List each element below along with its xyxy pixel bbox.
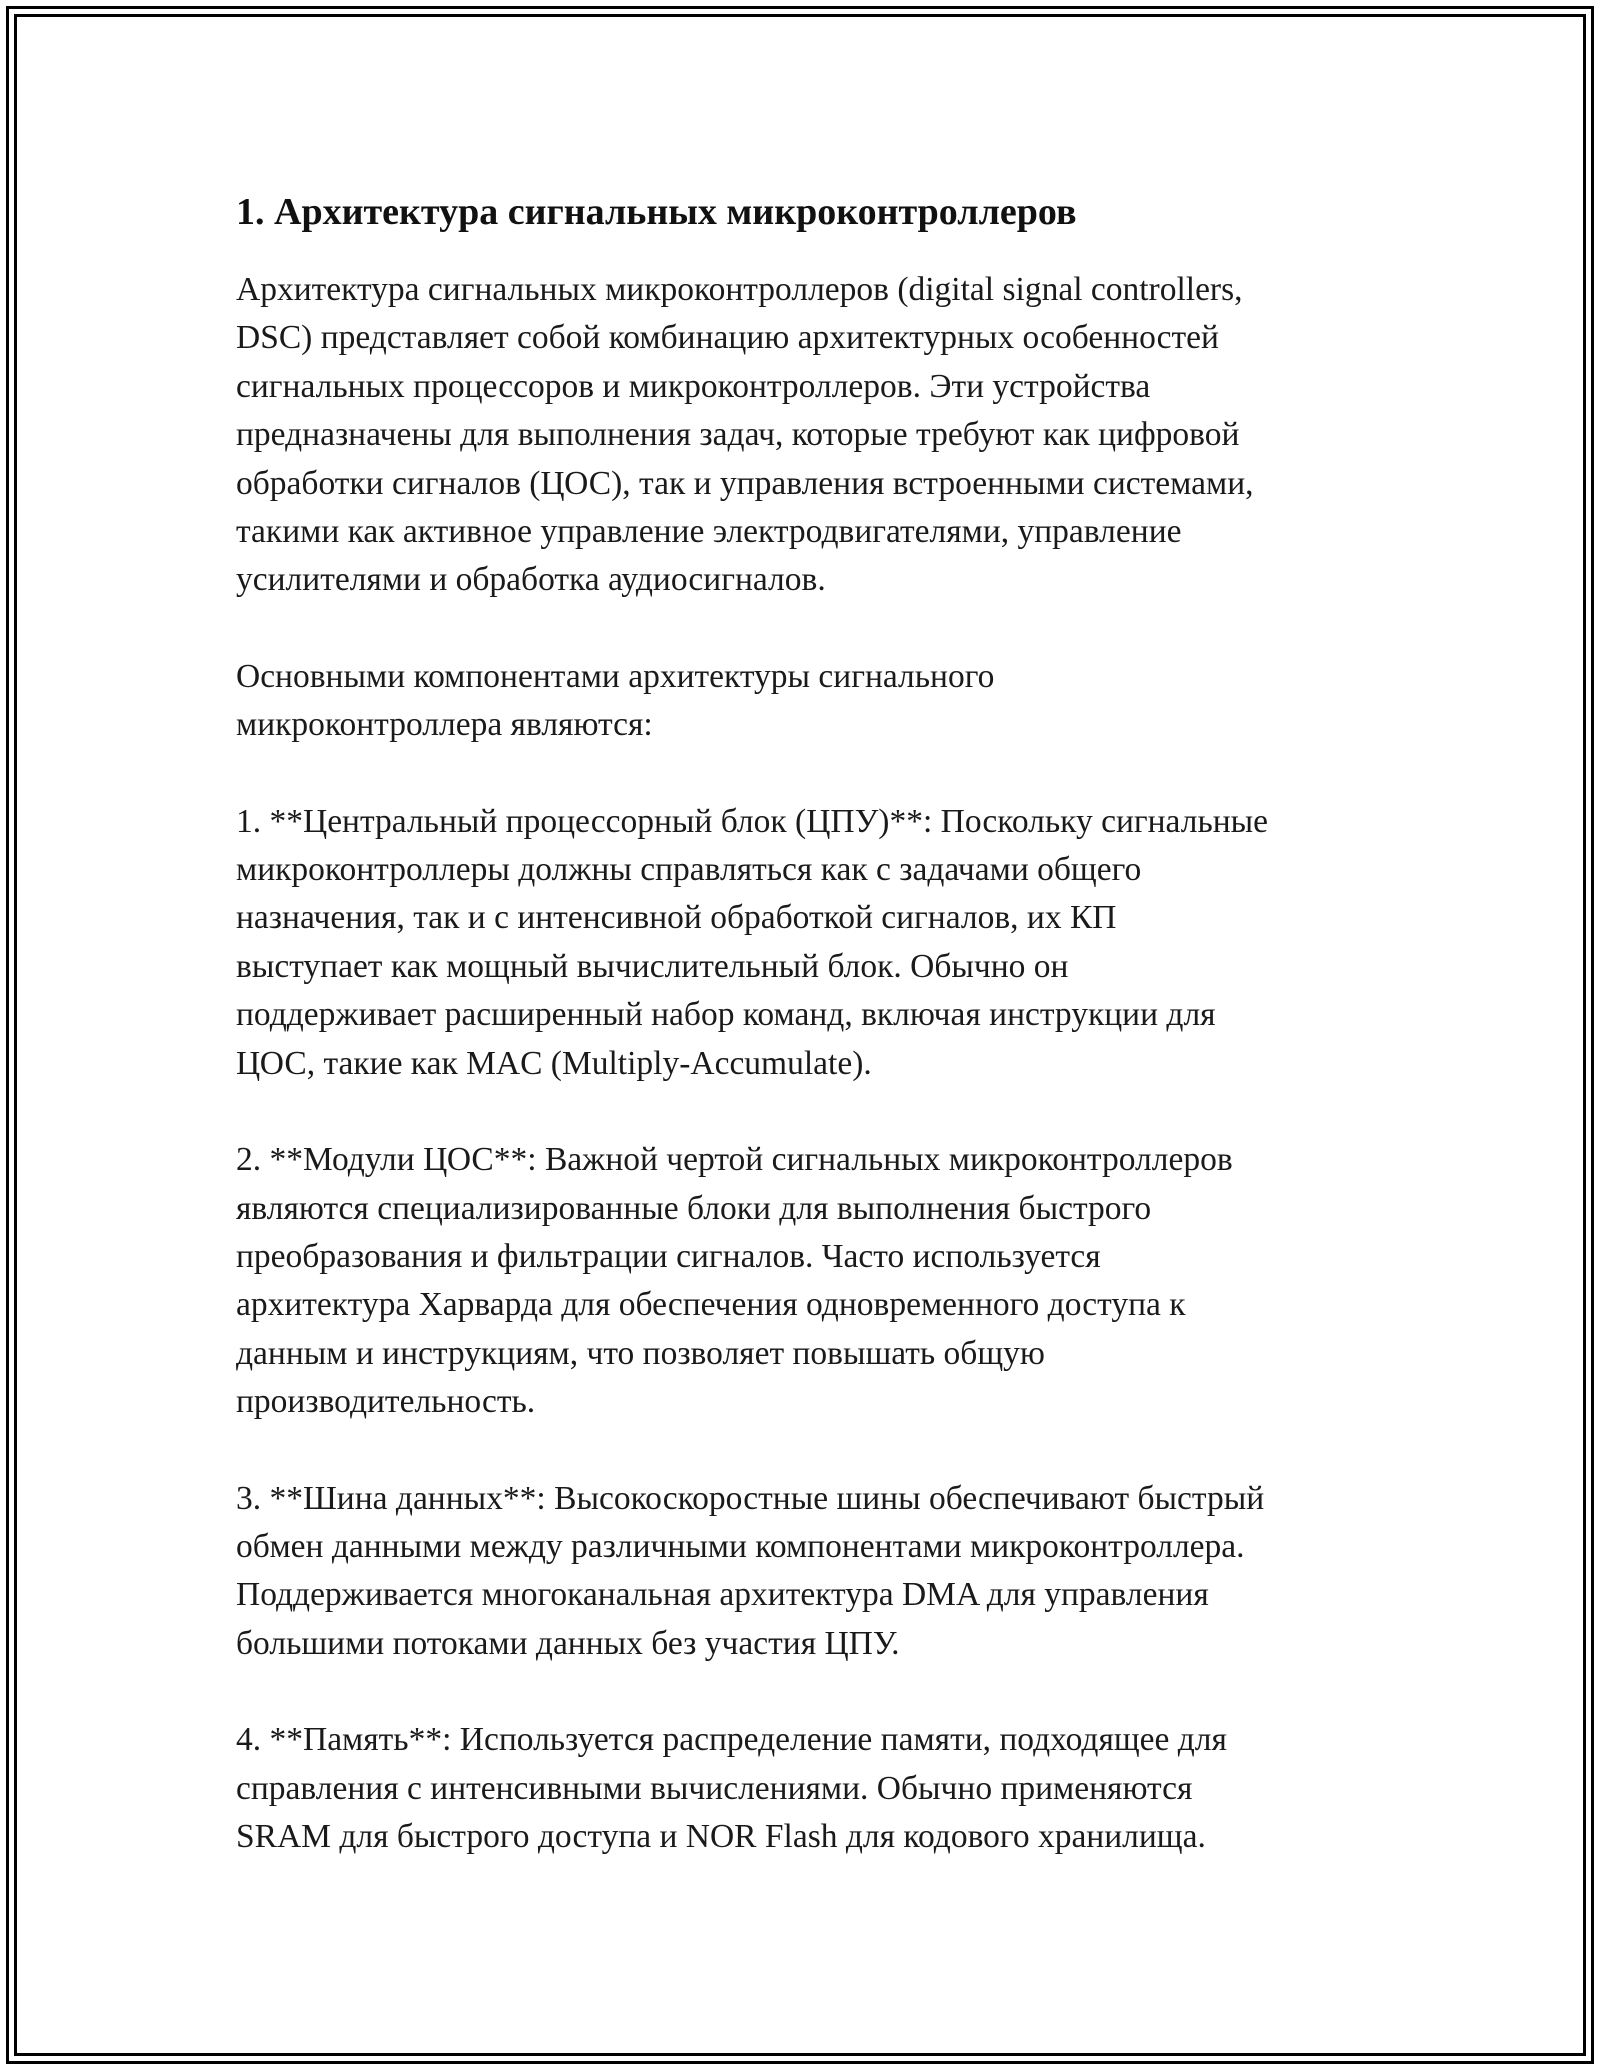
intro-paragraph: Архитектура сигнальных микроконтроллеров (digital signal controllers, DSC) представляет собой комбинацию архитектурных особенностей сигнальных процессоров и микроконтроллеров. Эти устройства предназначены для выполнения задач, которые требуют как цифровой обработки сигналов (ЦОС), так и управления встроенными системами, такими как активное управление электродвигателями, управление усилителями и обработка аудиосигналов. [236, 271, 1254, 599]
list-item-cpu: 1. **Центральный процессорный блок (ЦПУ)**: Поскольку сигнальные микроконтроллеры должны справляться как с задачами общего назначения, так и с интенсивной обработкой сигналов, их КП выступает как мощный вычислительный блок. Обычно он поддерживает расширенный набор команд, включая инструкции для ЦОС, такие как MAC (Multiply-Accumulate). [236, 802, 1269, 1082]
list-item-data-bus: 3. **Шина данных**: Высокоскоростные шины обеспечивают быстрый обмен данными между различными компонентами микроконтроллера. Поддерживается многоканальная архитектура DMA для управления большими потоками данных без участия ЦПУ. [236, 1479, 1265, 1662]
components-intro-paragraph: Основными компонентами архитектуры сигнального микроконтроллера являются: [236, 657, 995, 744]
list-item-dsp-modules: 2. **Модули ЦОС**: Важной чертой сигнальных микроконтроллеров являются специализированные блоки для выполнения быстрого преобразования и фильтрации сигналов. Часто используется архитектура Харварда для обеспечения одновременного доступа к данным и инструкциям, что позволяет повышать общую производительность. [236, 1141, 1233, 1421]
document-body [236, 186, 1406, 1909]
list-item-memory: 4. **Память**: Используется распределение памяти, подходящее для справления с интенсивными вычислениями. Обычно применяются SRAM для быстрого доступа и NOR Flash для кодового хранилища. [236, 1721, 1227, 1855]
section-heading: 1. Архитектура сигнальных микроконтроллеров [236, 191, 1077, 233]
